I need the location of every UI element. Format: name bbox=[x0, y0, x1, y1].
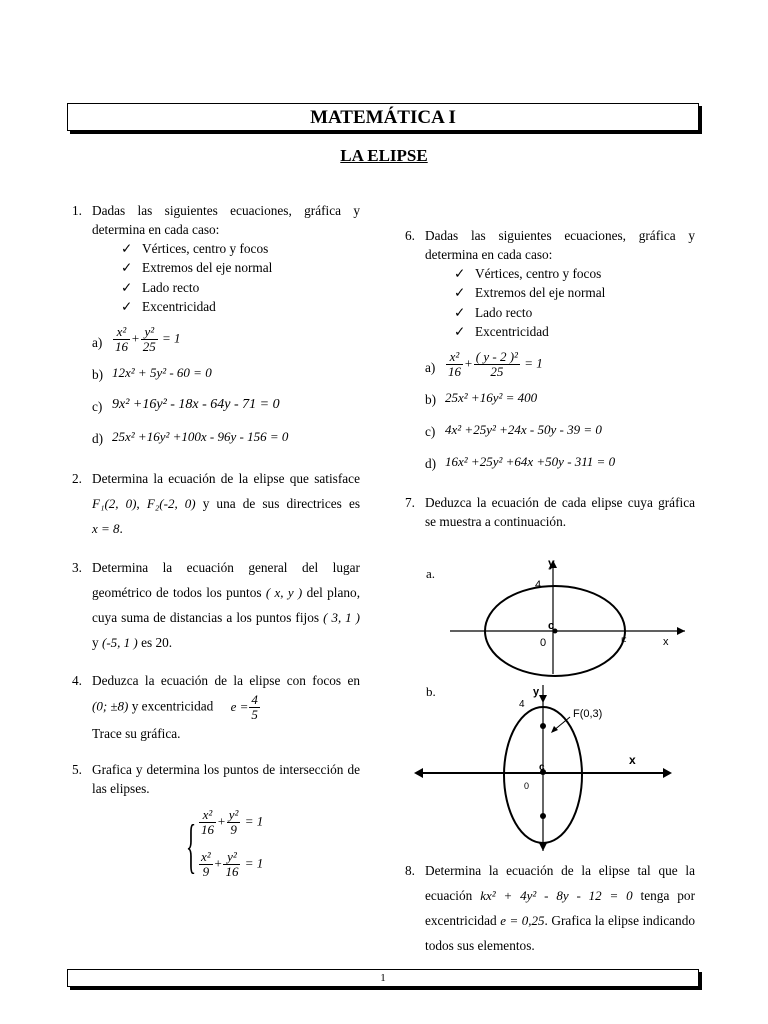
equation-b: b) 12x² + 5y² - 60 = 0 bbox=[92, 365, 212, 383]
check-item: ✓ Excentricidad bbox=[454, 322, 695, 341]
check-item: ✓ Vértices, centro y focos bbox=[454, 264, 695, 283]
page-number: 1 bbox=[380, 972, 386, 984]
problem-2: 2. Determina la ecuación de la elipse que satisface F₁(2, 0), F₂(-2, 0) y una de sus directrices es x = 8. bbox=[72, 471, 361, 537]
equation-b: b) 25x² +16y² = 400 bbox=[425, 390, 538, 408]
checklist bbox=[425, 264, 695, 341]
left-column bbox=[72, 201, 360, 892]
tick-4-label: 4 bbox=[535, 579, 542, 591]
problem-8-eccentricity: e = 0,25 bbox=[500, 913, 545, 928]
problem-7: 7. Deduzca la ecuación de cada elipse cuya gráfica se muestra a continuación. bbox=[405, 495, 695, 530]
problem-8-equation: kx² + 4y² - 8y - 12 = 0 bbox=[480, 888, 633, 903]
checklist bbox=[92, 239, 360, 316]
problem-8: 8. Determina la ecuación de la elipse tal que la ecuación kx² + 4y² - 8y - 12 = 0 tenga por excentricidad e = 0,25. Grafica la elipse indicando todos sus elementos. bbox=[405, 863, 696, 953]
page-title: MATEMÁTICA I bbox=[310, 107, 456, 128]
center-label: c bbox=[539, 762, 545, 773]
x-axis-label: x bbox=[663, 636, 669, 648]
problem-1 bbox=[72, 201, 360, 452]
x-axis-arrow-right bbox=[663, 768, 672, 778]
equation-c: c) 4x² +25y² +24x - 50y - 39 = 0 bbox=[425, 422, 602, 440]
check-icon: ✓ bbox=[121, 260, 133, 276]
check-icon: ✓ bbox=[121, 279, 133, 295]
y-axis-arrow-top bbox=[539, 695, 547, 703]
check-icon: ✓ bbox=[454, 323, 466, 339]
graph-a bbox=[445, 552, 690, 677]
graph-b bbox=[408, 683, 678, 853]
graph-b-label: b. bbox=[426, 684, 436, 699]
focus-label: F(0,3) bbox=[573, 708, 603, 720]
focus-point bbox=[540, 723, 546, 729]
equation-c: c) 9x² +16y² - 18x - 64y - 71 = 0 bbox=[92, 397, 280, 415]
tick-4-label: 4 bbox=[519, 699, 525, 710]
focus-f1: F₁(2, 0) bbox=[92, 496, 137, 512]
problem-8-wrapper bbox=[405, 858, 695, 958]
check-item: ✓ Lado recto bbox=[121, 278, 360, 297]
problem-3: 3. Determina la ecuación general del lugar geométrico de todos los puntos ( x, y ) del plano, cuya suma de distancias a los puntos fijos ( 3, 1 ) y (-5, 1 ) es 20. bbox=[72, 560, 361, 651]
title-box bbox=[67, 103, 699, 131]
focus-point bbox=[540, 813, 546, 819]
problem-number: 1. bbox=[72, 203, 82, 218]
check-icon: ✓ bbox=[121, 298, 133, 314]
x-axis-label: x bbox=[629, 753, 636, 767]
center-label: c bbox=[548, 620, 555, 632]
problem-6: 6. Dadas las siguientes ecuaciones, gráfica y determina en cada caso: ✓ Vértices, centro y focos ✓ Extremos del eje normal ✓ Lado recto ✓ Excentricidad a) $\frac{\text{x²}}{16}$ + $\frac{\text{( y - 2 )²}}{25}$ = 1 b) 25x² +16y² = 400 c) 4x² +25y² +24x - 50y - 39 = 0 d) 16x² +25y² +64x +50y - 311 = 0 bbox=[405, 226, 695, 477]
check-icon: ✓ bbox=[454, 266, 466, 281]
check-icon: ✓ bbox=[454, 285, 466, 301]
check-item: ✓ Extremos del eje normal bbox=[121, 258, 360, 277]
y-axis-label: y bbox=[548, 556, 555, 570]
equation-d: d) 25x² +16y² +100x - 96y - 156 = 0 bbox=[92, 429, 289, 447]
equation-a: a) $\frac{\text{x²}}{16}$ + $\frac{\text{( y - 2 )²}}{25}$ = 1 bbox=[425, 349, 543, 380]
check-item: ✓ Excentricidad bbox=[121, 297, 360, 316]
equation-system: { $\frac{\text{x²}}{16}$ + $\frac{\text{y²}}{9}$ = 1 $\frac{\text{x²}}{9}$ + $\frac{\text{y²}}{16}$ = 1 bbox=[186, 807, 264, 880]
origin-label: 0 bbox=[540, 637, 547, 649]
origin-label: 0 bbox=[524, 781, 530, 791]
problem-4: 4. Deduzca la ecuación de la elipse con focos en (0; ±8) y excentricidad e = $\frac{4}{5}$ Trace su gráfica. bbox=[72, 673, 360, 742]
check-icon: ✓ bbox=[121, 241, 133, 256]
x-axis-arrow bbox=[677, 627, 685, 635]
x-axis-arrow-left bbox=[414, 768, 423, 778]
focus-label: F bbox=[621, 636, 627, 646]
y-axis-label: y bbox=[533, 686, 540, 698]
equation-a: a) $\frac{\text{x²}}{16}$ + $\frac{\text{y²}}{25}$ = 1 bbox=[92, 324, 181, 355]
problem-1-intro: Dadas las siguientes ecuaciones, gráfica y determina en cada caso: bbox=[92, 203, 360, 237]
right-column bbox=[405, 226, 695, 531]
page-subtitle: LA ELIPSE bbox=[340, 146, 428, 165]
check-item: ✓ Extremos del eje normal bbox=[454, 283, 695, 302]
equation-d: d) 16x² +25y² +64x +50y - 311 = 0 bbox=[425, 454, 616, 472]
graph-a-label: a. bbox=[426, 566, 436, 581]
directrix: x = 8 bbox=[92, 521, 120, 537]
check-item: ✓ Lado recto bbox=[454, 303, 695, 322]
y-axis-arrow-bottom bbox=[539, 843, 547, 851]
footer-box bbox=[67, 969, 699, 987]
problem-5: 5. Grafica y determina los puntos de intersección de las elipses. { $\frac{\text{x²}}{16}$ + $\frac{\text{y²}}{9}$ = 1 $\frac{\text{x²}}{9}$ + $\frac{\text{y²}}{16}$ = 1 bbox=[72, 760, 360, 892]
check-item: ✓ Vértices, centro y focos bbox=[121, 239, 360, 258]
check-icon: ✓ bbox=[454, 304, 466, 320]
focus-f2: F₂(-2, 0) bbox=[146, 496, 196, 512]
